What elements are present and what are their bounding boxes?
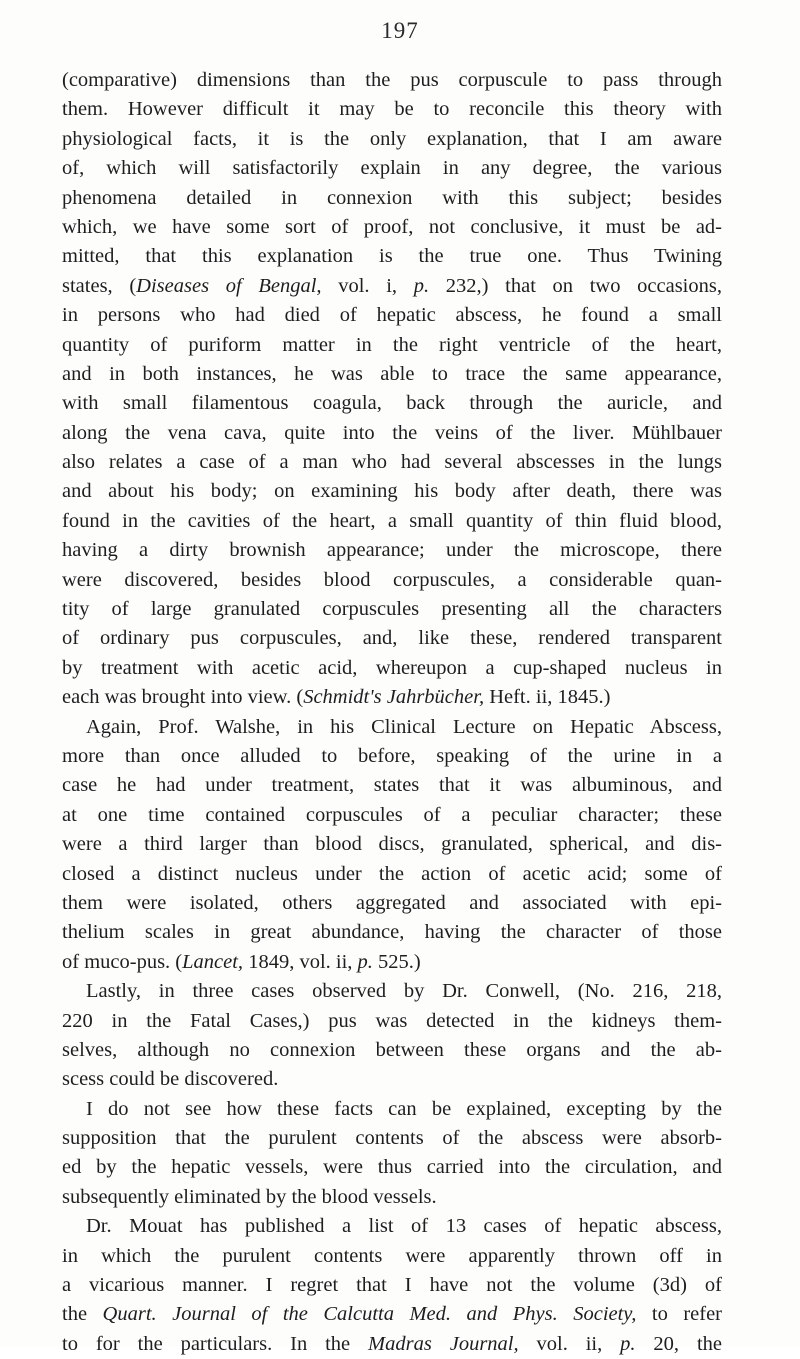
- text-line: physiological facts, it is the only explanation, that I am aware: [62, 127, 722, 150]
- text-line: also relates a case of a man who had several abscesses in the lungs: [62, 451, 722, 474]
- text-line: them were isolated, others aggregated and associated with epi-: [62, 891, 722, 914]
- body-text: [62, 66, 722, 1359]
- text-run: 232,) that on two occasions,: [429, 274, 722, 297]
- text-line: and about his body; on examining his body after death, there was: [62, 480, 722, 503]
- citation-title: Lancet,: [182, 950, 244, 973]
- text-line: and in both instances, he was able to trace the same appearance,: [62, 362, 722, 385]
- text-line: more than once alluded to before, speaking of the urine in a: [62, 744, 722, 767]
- text-run: each was brought into view. (: [62, 686, 304, 709]
- text-line: phenomena detailed in connexion with this subject; besides: [62, 186, 722, 209]
- text-line: scess could be discovered.: [62, 1068, 279, 1091]
- text-run: 525.): [372, 950, 421, 973]
- text-run: 1849, vol. ii,: [243, 950, 358, 973]
- page-number: 197: [381, 18, 419, 43]
- text-line: of, which will satisfactorily explain in any degree, the various: [62, 157, 722, 180]
- text-line: found in the cavities of the heart, a small quantity of thin fluid blood,: [62, 509, 722, 532]
- text-line: were a third larger than blood discs, granulated, spherical, and dis-: [62, 833, 722, 856]
- text-line: at one time contained corpuscules of a peculiar character; these: [62, 803, 722, 826]
- text-line: selves, although no connexion between these organs and the ab-: [62, 1038, 722, 1061]
- text-run: vol. i,: [321, 274, 414, 297]
- text-run: of muco-pus. (: [62, 950, 183, 973]
- text-line: supposition that the purulent contents of the abscess were absorb-: [62, 1127, 722, 1150]
- text-line: along the vena cava, quite into the veins of the liver. Mühlbauer: [62, 421, 722, 444]
- text-line: were discovered, besides blood corpuscules, a considerable quan-: [62, 568, 722, 591]
- text-run: states, (: [62, 274, 137, 297]
- citation-title: Diseases of Bengal,: [136, 274, 322, 297]
- text-run: the: [62, 1303, 103, 1326]
- text-line: a vicarious manner. I regret that I have not the volume (3d) of: [62, 1274, 722, 1297]
- text-run: to for the particulars. In the: [62, 1332, 369, 1355]
- text-line: Lastly, in three cases observed by Dr. Conwell, (No. 216, 218,: [86, 980, 722, 1003]
- text-line: Dr. Mouat has published a list of 13 cases of hepatic abscess,: [86, 1215, 722, 1238]
- text-line: them. However difficult it may be to reconcile this theory with: [62, 98, 722, 121]
- text-line: having a dirty brownish appearance; under the microscope, there: [62, 539, 722, 562]
- text-line: [62, 1330, 722, 1359]
- text-run: p.: [413, 274, 430, 297]
- text-line: [62, 683, 722, 712]
- text-line: thelium scales in great abundance, having the character of those: [62, 921, 722, 944]
- text-line: Again, Prof. Walshe, in his Clinical Lecture on Hepatic Abscess,: [86, 715, 722, 738]
- text-line: closed a distinct nucleus under the action of acetic acid; some of: [62, 862, 722, 885]
- text-run: p.: [620, 1332, 636, 1355]
- text-line: with small filamentous coagula, back through the auricle, and: [62, 392, 722, 415]
- text-line: [62, 948, 722, 977]
- text-line: I do not see how these facts can be explained, excepting by the: [86, 1097, 722, 1120]
- text-line: by treatment with acetic acid, whereupon a cup-shaped nucleus in: [62, 656, 722, 679]
- text-line: quantity of puriform matter in the right ventricle of the heart,: [62, 333, 722, 356]
- citation-title: Madras Journal,: [368, 1332, 519, 1355]
- text-run: 20, the: [635, 1332, 722, 1355]
- text-line: subsequently eliminated by the blood vessels.: [62, 1185, 437, 1208]
- text-line: 220 in the Fatal Cases,) pus was detected in the kidneys them-: [62, 1009, 722, 1032]
- text-line: tity of large granulated corpuscules presenting all the characters: [62, 598, 722, 621]
- text-line: [62, 1300, 722, 1329]
- text-run: Heft. ii, 1845.): [484, 686, 611, 709]
- text-run: p.: [357, 950, 373, 973]
- citation-title: Quart. Journal of the Calcutta Med. and Phys. Society,: [102, 1303, 637, 1326]
- text-run: vol. ii,: [518, 1332, 621, 1355]
- text-line: [62, 272, 722, 301]
- text-line: case he had under treatment, states that it was albuminous, and: [62, 774, 722, 797]
- text-line: ed by the hepatic vessels, were thus carried into the circulation, and: [62, 1156, 722, 1179]
- text-line: in persons who had died of hepatic abscess, he found a small: [62, 304, 722, 327]
- text-run: to refer: [636, 1303, 722, 1326]
- text-line: (comparative) dimensions than the pus corpuscule to pass through: [62, 69, 722, 91]
- text-line: in which the purulent contents were apparently thrown off in: [62, 1244, 722, 1267]
- text-line: mitted, that this explanation is the true one. Thus Twining: [62, 245, 722, 268]
- citation-title: Schmidt's Jahrbücher,: [303, 686, 485, 709]
- text-line: of ordinary pus corpuscules, and, like these, rendered transparent: [62, 627, 722, 650]
- text-line: which, we have some sort of proof, not conclusive, it must be ad-: [62, 215, 722, 238]
